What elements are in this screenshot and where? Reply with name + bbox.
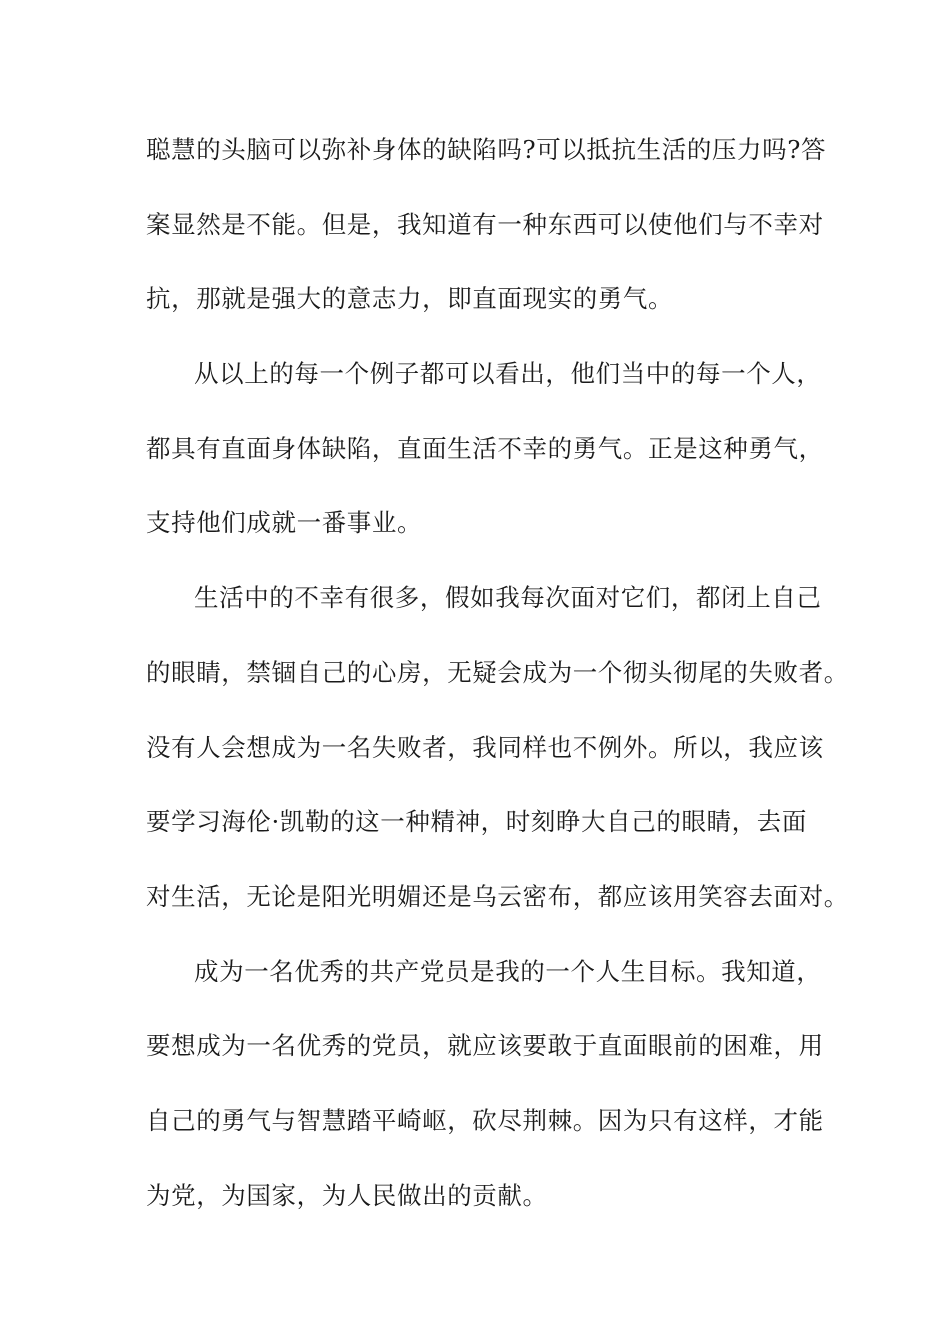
text-line: 从以上的每一个例子都可以看出，他们当中的每一个人， bbox=[194, 359, 822, 389]
text-line: 的眼睛，禁锢自己的心房，无疑会成为一个彻头彻尾的失败者。 bbox=[146, 657, 849, 687]
text-line: 成为一名优秀的共产党员是我的一个人生目标。我知道， bbox=[194, 956, 822, 986]
text-line: 生活中的不幸有很多，假如我每次面对它们，都闭上自己 bbox=[194, 583, 822, 613]
text-line: 支持他们成就一番事业。 bbox=[146, 508, 423, 538]
text-line: 要想成为一名优秀的党员，就应该要敢于直面眼前的困难，用 bbox=[146, 1031, 824, 1061]
text-line: 都具有直面身体缺陷，直面生活不幸的勇气。正是这种勇气， bbox=[146, 433, 824, 463]
text-line: 自己的勇气与智慧踏平崎岖，砍尽荆棘。因为只有这样，才能 bbox=[146, 1105, 824, 1135]
text-line: 案显然是不能。但是，我知道有一种东西可以使他们与不幸对 bbox=[146, 209, 824, 239]
text-line: 聪慧的头脑可以弥补身体的缺陷吗?可以抵抗生活的压力吗?答 bbox=[146, 135, 827, 164]
text-line: 抗，那就是强大的意志力，即直面现实的勇气。 bbox=[146, 284, 674, 314]
text-line: 要学习海伦·凯勒的这一种精神，时刻睁大自己的眼睛，去面 bbox=[146, 807, 807, 837]
text-line: 对生活，无论是阳光明媚还是乌云密布，都应该用笑容去面对。 bbox=[146, 881, 849, 911]
body-text bbox=[146, 130, 849, 1250]
text-line: 没有人会想成为一名失败者，我同样也不例外。所以，我应该 bbox=[146, 732, 824, 762]
text-line: 为党，为国家，为人民做出的贡献。 bbox=[146, 1180, 548, 1210]
